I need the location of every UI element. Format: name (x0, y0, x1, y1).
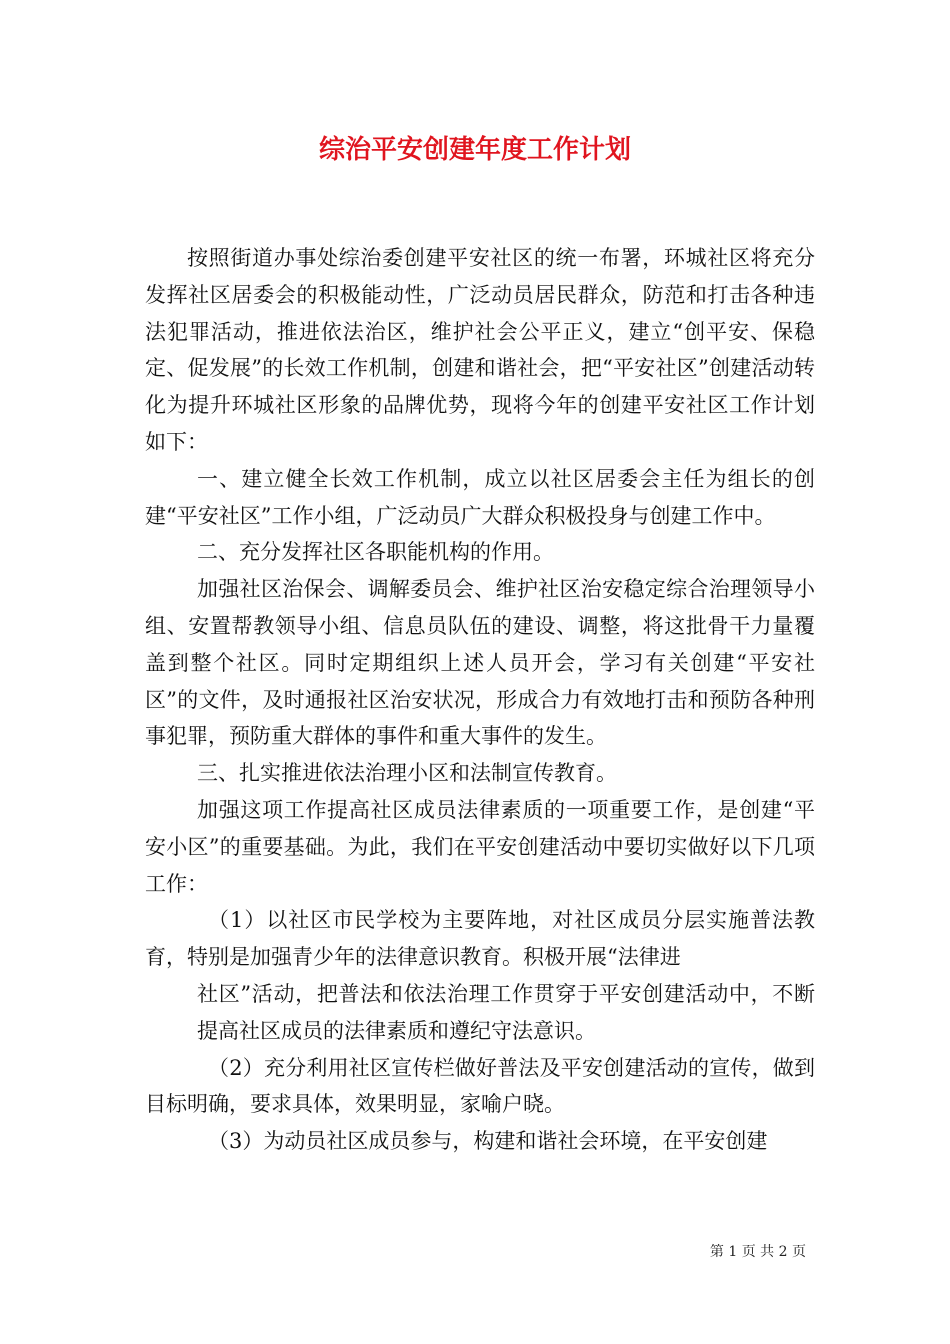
page-number: 第 1 页 共 2 页 (709, 1244, 806, 1260)
heading-section-three: 三、扎实推进依法治理小区和法制宣传教育。 (197, 761, 617, 786)
document-body (145, 240, 815, 1160)
paragraph-section-one: 一、建立健全长效工作机制，成立以社区居委会主任为组长的创建“平安社区”工作小组，广泛动员广大群众积极投身与创建工作中。 (145, 466, 815, 528)
heading-section-two: 二、充分发挥社区各职能机构的作用。 (197, 540, 554, 565)
paragraph-intro: 按照街道办事处综治委创建平安社区的统一布署，环城社区将充分发挥社区居委会的积极能动性，广泛动员居民群众，防范和打击各种违法犯罪活动，推进依法治区，维护社会公平正义，建立“创平安、保稳定、促发展”的长效工作机制，创建和谐社会，把“平安社区”创建活动转化为提升环城社区形象的品牌优势，现将今年的创建平安社区工作计划如下： (145, 246, 815, 454)
paragraph-section-two: 加强社区治保会、调解委员会、维护社区治安稳定综合治理领导小组、安置帮教领导小组、信息员队伍的建设、调整，将这批骨干力量覆盖到整个社区。同时定期组织上述人员开会，学习有关创建“平安社区”的文件，及时通报社区治安状况，形成合力有效地打击和预防各种刑事犯罪，预防重大群体的事件和重大事件的发生。 (145, 577, 815, 749)
paragraph-section-three: 加强这项工作提高社区成员法律素质的一项重要工作，是创建“平安小区”的重要基础。为此，我们在平安创建活动中要切实做好以下几项工作： (145, 797, 815, 896)
list-item-1: （1）以社区市民学校为主要阵地，对社区成员分层实施普法教育，特别是加强青少年的法律意识教育。积极开展“法律进 (145, 908, 815, 970)
list-item-1-continued: 社区”活动，把普法和依法治理工作贯穿于平安创建活动中，不断提高社区成员的法律素质和遵纪守法意识。 (197, 981, 815, 1043)
list-item-3: （3）为动员社区成员参与，构建和谐社会环境，在平安创建 (208, 1129, 768, 1154)
list-item-2: （2）充分利用社区宣传栏做好普法及平安创建活动的宣传，做到目标明确，要求具体，效果明显，家喻户晓。 (145, 1055, 815, 1117)
document-title: 综治平安创建年度工作计划 (318, 135, 631, 165)
